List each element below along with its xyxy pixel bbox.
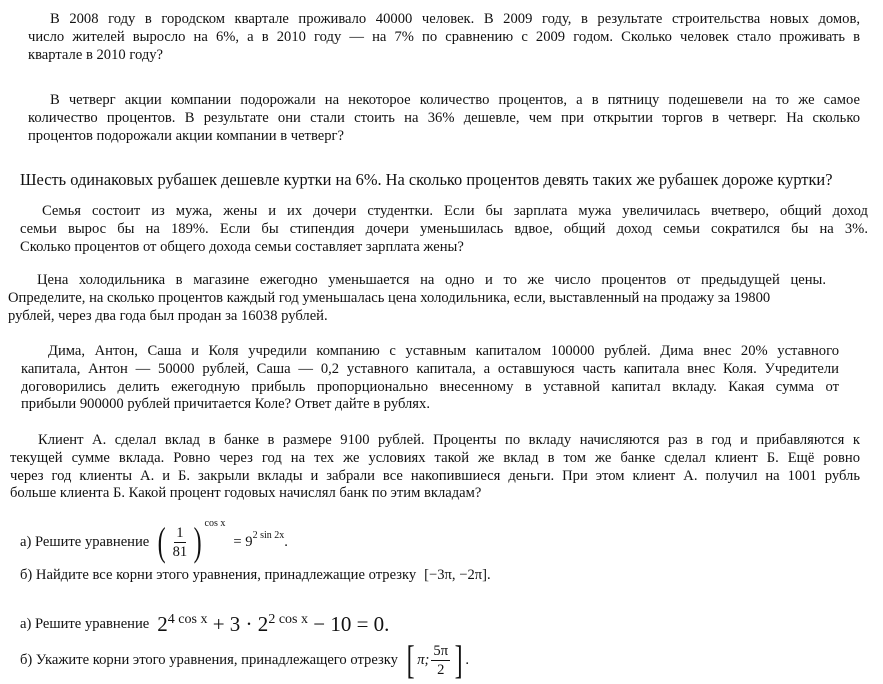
text-line: договорились делить ежегодную прибыль пропорционально внесенному в уставной капитал вкладу. Какая сумма от: [21, 378, 839, 395]
problem-5: [8, 272, 826, 325]
base: 2: [157, 611, 168, 636]
punct: .: [465, 651, 470, 668]
text-line: количество процентов. В результате они стали стоить на 36% дешевле, чем при открытии торгов в четверг. На сколько: [28, 109, 860, 126]
task-label: а) Решите уравнение: [20, 533, 150, 550]
problem-3: [20, 170, 880, 190]
problem-6: [21, 343, 839, 414]
text-line: прибыли 900000 рублей причитается Коле? Ответ дайте в рублях.: [21, 396, 430, 413]
paren-right: ): [193, 519, 202, 564]
exponent: cos x: [204, 518, 226, 529]
tail: − 10 = 0.: [313, 611, 390, 636]
equation: [157, 612, 389, 637]
task-label: б) Найдите все корни этого уравнения, принадлежащие отрезку: [20, 566, 417, 583]
text-line: процентов подорожали акции компании в четверг?: [28, 127, 344, 144]
exponent: 2 cos x: [268, 611, 308, 627]
fraction: [431, 642, 450, 679]
problem-4: [20, 203, 868, 256]
text-line: квартале в 2010 году?: [28, 46, 164, 63]
punct: .: [284, 533, 288, 550]
text-line: через год клиенты А. и Б. закрыли вклады и забрали все накопившиеся деньги. При этом клиент А. получил на 1001 рубль: [10, 467, 860, 484]
task-label: а) Решите уравнение: [20, 615, 150, 632]
problem-1: [28, 11, 860, 64]
exponent: 2 sin 2x: [252, 530, 285, 541]
text-line: текущей сумме вклада. Ровно через год на тех же условиях такой же вклад в том же банке сделал клиент Б. Ещё ровно: [10, 449, 860, 466]
rhs-base: = 9: [233, 533, 253, 550]
denominator: 2: [437, 661, 445, 678]
text-line: рублей, через два года был продан за 16038 рублей.: [8, 307, 328, 324]
interval: [−3π, −2π].: [424, 566, 491, 583]
text-line: Шесть одинаковых рубашек дешевле куртки на 6%. На сколько процентов девять таких же рубашек дороже куртки?: [20, 170, 833, 189]
task2-part-b: [20, 638, 469, 682]
middle-term: + 3 · 2: [212, 611, 269, 636]
problem-2: [28, 92, 860, 145]
text-line: число жителей выросло на 6%, а в 2010 году — на 7% по сравнению с 2009 годом. Сколько человек стало проживать в: [28, 28, 860, 45]
text-line: Дима, Антон, Саша и Коля учредили компанию с уставным капиталом 100000 рублей. Дима внес 20% уставного: [48, 343, 839, 359]
text-line: капитала, Антон — 50000 рублей, Саша — 0,2 уставного капитала, а оставшуюся часть капитала внес Коля. Учредители: [21, 360, 839, 377]
text-line: Цена холодильника в магазине ежегодно уменьшается на одно и то же число процентов от предыдущей цены.: [37, 272, 826, 288]
text-line: Клиент А. сделал вклад в банке в размере 9100 рублей. Проценты по вкладу начисляются раз в год и прибавляются к: [38, 432, 860, 448]
problem-7: [10, 432, 860, 503]
text-line: В 2008 году в городском квартале проживало 40000 человек. В 2009 году, в результате строительства новых домов,: [50, 11, 860, 27]
text-line: Определите, на сколько процентов каждый год уменьшалась цена холодильника, если, выставленный на продажу за 19800: [8, 289, 771, 306]
bracket-left: [: [406, 637, 415, 682]
numerator: 1: [176, 524, 184, 541]
bracket-right: ]: [454, 637, 463, 682]
task-label: б) Укажите корни этого уравнения, принадлежащего отрезку: [20, 651, 398, 668]
task1-part-a: [20, 520, 288, 564]
text-line: Сколько процентов от общего дохода семьи составляет зарплата жены?: [20, 238, 464, 255]
text-line: больше клиента Б. Какой процент годовых начислял банк по этим вкладам?: [10, 485, 482, 502]
paren-left: (: [157, 519, 166, 564]
fraction: [171, 524, 190, 561]
text-line: Семья состоит из мужа, жены и их дочери студентки. Если бы зарплата мужа увеличилась вчетверо, общий доход: [42, 203, 868, 219]
task2-part-a: [20, 610, 389, 638]
task1-part-b: [20, 565, 491, 585]
text-line: семьи вырос бы на 189%. Если бы стипендия дочери уменьшилась вдвое, общий доход семьи сократился бы на 3%.: [20, 220, 868, 237]
text-line: В четверг акции компании подорожали на некоторое количество процентов, а в пятницу подешевели на то же самое: [50, 92, 860, 108]
interval-left: π;: [417, 651, 430, 668]
denominator: 81: [172, 543, 188, 560]
numerator: 5π: [433, 642, 449, 659]
exponent: 4 cos x: [167, 611, 208, 627]
